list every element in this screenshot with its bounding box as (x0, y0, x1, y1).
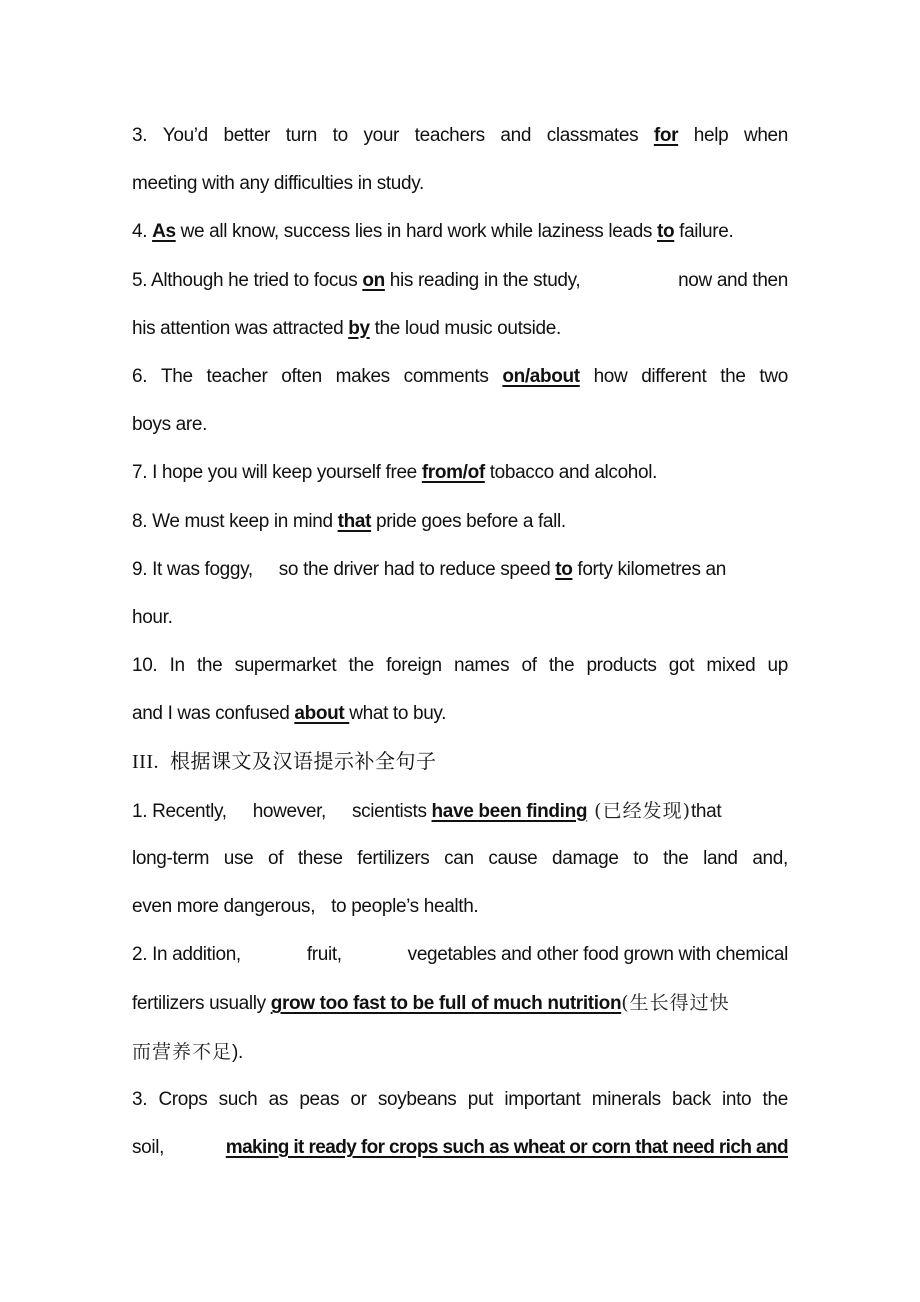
word: 3. (132, 125, 148, 146)
q10-line-2 (132, 690, 788, 738)
word: classmates (546, 125, 639, 146)
word: teacher (206, 365, 268, 387)
text: ). (232, 1041, 243, 1063)
text: that (691, 800, 722, 822)
word: got (668, 655, 695, 677)
text: however, (252, 800, 326, 822)
q6-line-2 (132, 401, 788, 449)
word: cause (488, 847, 538, 869)
answer-s3: making it ready for crops such as wheat or corn that need rich and (225, 1136, 788, 1158)
word: as (268, 1088, 289, 1110)
text: soil, (132, 1136, 165, 1158)
word: mixed (706, 655, 756, 677)
word: minerals (591, 1088, 661, 1110)
word: turn (285, 125, 318, 146)
answer-q9: to (555, 558, 573, 580)
text: 1. Recently, (132, 800, 227, 822)
word: names (454, 655, 510, 677)
s2-line-2 (132, 979, 788, 1027)
chinese-hint: (已经发现) (587, 799, 691, 822)
text: and I was confused (132, 703, 295, 725)
word: 10. (132, 655, 158, 677)
q10-line-1 (132, 642, 788, 690)
word: The (160, 365, 193, 387)
word: to (332, 125, 348, 146)
word: 3. (132, 1088, 148, 1110)
q9-line-1 (132, 546, 788, 594)
word: different (641, 365, 707, 387)
answer-s2: grow too fast to be full of much nutrition (270, 993, 622, 1015)
answer-q10: about (294, 703, 350, 725)
word: products (586, 655, 657, 677)
s3-line-2 (132, 1124, 788, 1172)
text: 4. (132, 221, 153, 243)
word: 6. (132, 365, 148, 387)
s2-line-1 (132, 931, 788, 979)
word: damage (552, 847, 619, 869)
text: we all know, success lies in hard work while laziness leads (175, 221, 657, 243)
word: land (703, 847, 738, 869)
text: tobacco and alcohol. (484, 462, 658, 484)
word: of (521, 655, 537, 677)
word: help (693, 125, 729, 146)
word: comments (403, 365, 489, 387)
text: forty kilometres an (572, 558, 726, 580)
chinese-hint: (生长得过快 (621, 992, 730, 1015)
text: the loud music outside. (369, 317, 561, 339)
word: these (297, 847, 343, 869)
word: two (759, 365, 788, 387)
text: 7. I hope you will keep yourself free (132, 462, 422, 484)
word: makes (335, 365, 390, 387)
q9-line-2 (132, 594, 788, 642)
text: so the driver had to reduce speed (278, 558, 556, 580)
text: fertilizers usually (132, 993, 271, 1015)
word: You’d (162, 125, 208, 146)
text: to people’s health. (331, 896, 479, 917)
answer-q3: for (653, 125, 679, 146)
text: 9. It was foggy, (132, 558, 253, 580)
word: use (223, 847, 254, 869)
word: peas (299, 1088, 340, 1110)
word: into (722, 1088, 752, 1110)
text: 5. Although he tried to focus (132, 269, 363, 291)
q6-line-1 (132, 353, 788, 401)
text: his reading in the study, (384, 269, 581, 291)
answer-q6: on/about (502, 365, 580, 387)
answer-q7: from/of (421, 462, 485, 484)
text: his attention was attracted (132, 317, 349, 339)
word: In (169, 655, 185, 677)
word: back (672, 1088, 711, 1110)
answer-q4-2: to (657, 221, 675, 243)
text: fruit, (306, 944, 342, 966)
s2-line-3 (132, 1028, 788, 1076)
text: what to buy. (349, 703, 447, 725)
word: long-term (132, 847, 210, 869)
q3-line-1 (132, 112, 788, 160)
word: how (593, 365, 628, 387)
answer-q4-1: As (152, 221, 176, 243)
q5-line-2 (132, 305, 788, 353)
word: important (504, 1088, 581, 1110)
text: hour. (132, 606, 173, 628)
chinese-hint: 而营养不足 (132, 1040, 233, 1063)
word: or (350, 1088, 367, 1110)
word: up (767, 655, 788, 677)
word: the (196, 655, 223, 677)
text: now and then (678, 269, 788, 291)
word: teachers (414, 125, 485, 146)
word: the (548, 655, 575, 677)
word: when (743, 125, 788, 146)
text: failure. (674, 221, 734, 243)
word: supermarket (234, 655, 337, 677)
s1-line-2 (132, 835, 788, 883)
s3-line-1 (132, 1076, 788, 1124)
q5-line-1 (132, 257, 788, 305)
document-page (132, 112, 788, 1172)
word: put (467, 1088, 494, 1110)
word: foreign (386, 655, 442, 677)
word: the (762, 1088, 788, 1110)
word: can (444, 847, 474, 869)
answer-q5-1: on (362, 269, 385, 291)
text: pride goes before a fall. (371, 510, 566, 532)
word: often (281, 365, 322, 387)
word: and, (752, 847, 788, 869)
word: of (268, 847, 284, 869)
text: 8. We must keep in mind (132, 510, 338, 532)
text: scientists (351, 800, 427, 822)
word: better (223, 125, 271, 146)
q7-line (132, 449, 788, 497)
s1-line-3 (132, 883, 788, 931)
word: Crops (158, 1088, 208, 1110)
answer-q5-2: by (348, 317, 370, 339)
word: the (663, 847, 689, 869)
word: and (500, 125, 532, 146)
q3-line-2 (132, 160, 788, 208)
text: even more dangerous, (132, 896, 316, 917)
word: your (363, 125, 400, 146)
s1-line-1 (132, 787, 788, 835)
word: fertilizers (357, 847, 430, 869)
text: 2. In addition, (132, 944, 241, 966)
word: to (633, 847, 649, 869)
text: boys are. (132, 414, 208, 436)
answer-s1: have been finding (431, 800, 588, 822)
word: soybeans (377, 1088, 457, 1110)
q8-line (132, 498, 788, 546)
text: meeting with any difficulties in study. (132, 173, 424, 195)
word: such (218, 1088, 258, 1110)
text: vegetables and other food grown with chemical (407, 944, 788, 966)
section-3-heading: III. 根据课文及汉语提示补全句子 (132, 751, 437, 774)
word: the (348, 655, 374, 677)
word: the (720, 365, 746, 387)
q4-line (132, 208, 788, 256)
answer-q8: that (337, 510, 372, 532)
